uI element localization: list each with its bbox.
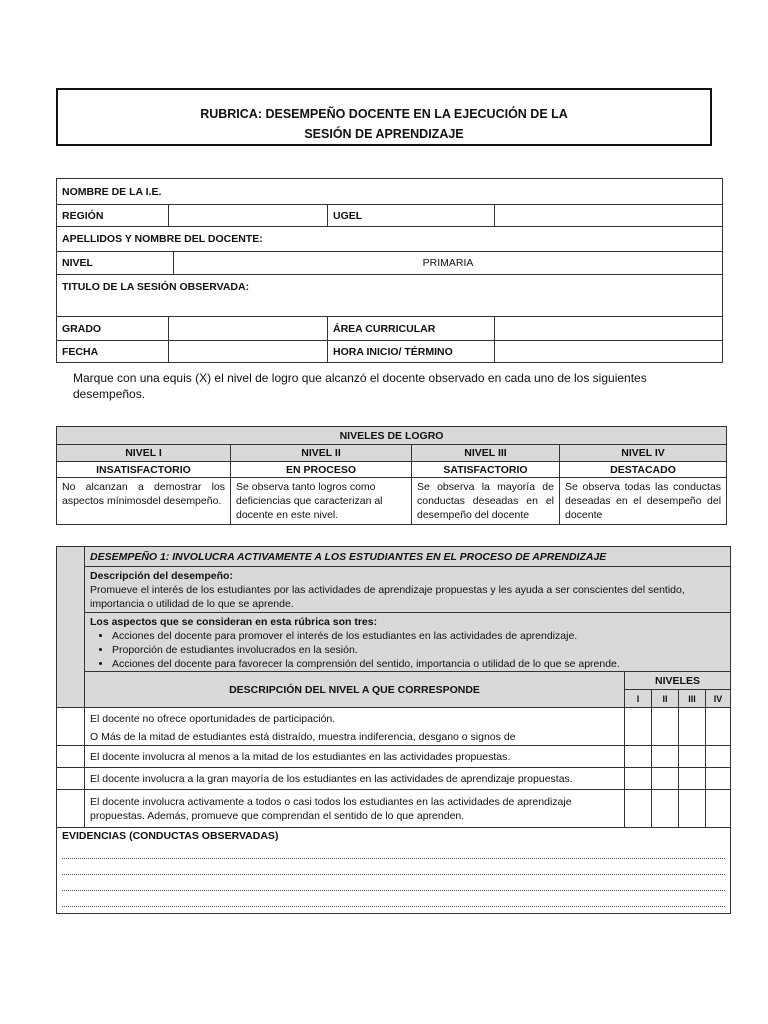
check-cell[interactable] bbox=[625, 768, 652, 790]
check-cell[interactable] bbox=[625, 708, 652, 746]
document-title bbox=[56, 88, 712, 146]
levels-header: NIVELES DE LOGRO bbox=[57, 427, 727, 445]
level-description: Se observa todas las conductas deseadas en el desempeño del docente bbox=[560, 478, 727, 525]
fecha-field[interactable] bbox=[169, 341, 328, 363]
check-cell[interactable] bbox=[679, 790, 706, 828]
check-cell[interactable] bbox=[706, 790, 731, 828]
check-cell[interactable] bbox=[706, 746, 731, 768]
description-label: Descripción del desempeño: bbox=[90, 570, 233, 582]
check-cell[interactable] bbox=[652, 790, 679, 828]
identification-table bbox=[56, 178, 723, 363]
hora-field[interactable] bbox=[495, 341, 723, 363]
evidence-line[interactable] bbox=[62, 843, 725, 859]
evidence-section bbox=[57, 828, 731, 914]
level-name: NIVEL III bbox=[412, 445, 560, 462]
evidence-line[interactable] bbox=[62, 891, 725, 907]
rubric-row-level-3: El docente involucra a la gran mayoría de los estudiantes en las actividades de aprendizaje propuestas. bbox=[85, 768, 625, 790]
grado-label: GRADO bbox=[57, 317, 169, 341]
niveles-header: NIVELES bbox=[625, 672, 731, 690]
aspects-section bbox=[85, 613, 731, 672]
ugel-label: UGEL bbox=[328, 205, 495, 227]
aspect-item: • Acciones del docente para promover el interés de los estudiantes en las actividades de aprendizaje. bbox=[112, 629, 725, 643]
nivel-value: PRIMARIA bbox=[174, 252, 723, 275]
level-description: Se observa tanto logros como deficiencias que caracterizan al docente en este nivel. bbox=[231, 478, 412, 525]
rubric-table bbox=[56, 546, 731, 914]
check-cell[interactable] bbox=[652, 768, 679, 790]
evidence-label: EVIDENCIAS (CONDUCTAS OBSERVADAS) bbox=[62, 830, 279, 842]
evidence-line[interactable] bbox=[62, 875, 725, 891]
hora-label: HORA INICIO/ TÉRMINO bbox=[328, 341, 495, 363]
rubric-row-marker bbox=[57, 708, 85, 746]
area-curricular-label: ÁREA CURRICULAR bbox=[328, 317, 495, 341]
check-cell[interactable] bbox=[679, 708, 706, 746]
area-curricular-field[interactable] bbox=[495, 317, 723, 341]
levels-table bbox=[56, 426, 727, 525]
ugel-field[interactable] bbox=[495, 205, 723, 227]
check-cell[interactable] bbox=[706, 768, 731, 790]
titulo-sesion-label: TITULO DE LA SESIÓN OBSERVADA: bbox=[57, 275, 723, 317]
description-text: Promueve el interés de los estudiantes por las actividades de aprendizaje propuestas y les ayuda a ser conscientes del sentido, importancia o utilidad de lo que se aprende. bbox=[90, 584, 685, 610]
level-label: DESTACADO bbox=[560, 462, 727, 478]
nombre-ie-label: NOMBRE DE LA I.E. bbox=[57, 179, 723, 205]
roman-numeral: I bbox=[625, 690, 652, 708]
nivel-label: NIVEL bbox=[57, 252, 174, 275]
check-cell[interactable] bbox=[625, 790, 652, 828]
level-name: NIVEL I bbox=[57, 445, 231, 462]
performance-description bbox=[85, 567, 731, 613]
roman-numeral: II bbox=[652, 690, 679, 708]
title-line-1: RUBRICA: DESEMPEÑO DOCENTE EN LA EJECUCIÓN DE LA bbox=[200, 107, 568, 121]
level-label: SATISFACTORIO bbox=[412, 462, 560, 478]
region-field[interactable] bbox=[169, 205, 328, 227]
rubric-side-column bbox=[57, 547, 85, 708]
check-cell[interactable] bbox=[679, 768, 706, 790]
level-name: NIVEL IV bbox=[560, 445, 727, 462]
row-text: El docente no ofrece oportunidades de participación. bbox=[90, 712, 336, 725]
rubric-row-marker bbox=[57, 790, 85, 828]
rubric-title: DESEMPEÑO 1: INVOLUCRA ACTIVAMENTE A LOS ESTUDIANTES EN EL PROCESO DE APRENDIZAJE bbox=[85, 547, 731, 567]
docente-label: APELLIDOS Y NOMBRE DEL DOCENTE: bbox=[57, 227, 723, 252]
grado-field[interactable] bbox=[169, 317, 328, 341]
roman-numeral: IV bbox=[706, 690, 731, 708]
title-line-2: SESIÓN DE APRENDIZAJE bbox=[304, 127, 464, 141]
rubric-row-marker bbox=[57, 768, 85, 790]
level-description: Se observa la mayoría de conductas deseadas en el desempeño del docente bbox=[412, 478, 560, 525]
evidence-line[interactable] bbox=[62, 859, 725, 875]
level-label: EN PROCESO bbox=[231, 462, 412, 478]
level-label: INSATISFACTORIO bbox=[57, 462, 231, 478]
aspect-item: • Acciones del docente para favorecer la comprensión del sentido, importancia o utilidad de lo que se aprende. bbox=[112, 657, 725, 671]
level-name: NIVEL II bbox=[231, 445, 412, 462]
aspects-label: Los aspectos que se consideran en esta rúbrica son tres: bbox=[90, 616, 378, 628]
roman-numeral: III bbox=[679, 690, 706, 708]
check-cell[interactable] bbox=[652, 708, 679, 746]
fecha-label: FECHA bbox=[57, 341, 169, 363]
instructions-text: Marque con una equis (X) el nivel de logro que alcanzó el docente observado en cada uno de los siguientes desempeños. bbox=[73, 371, 647, 401]
level-description-header: DESCRIPCIÓN DEL NIVEL A QUE CORRESPONDE bbox=[85, 672, 625, 708]
check-cell[interactable] bbox=[625, 746, 652, 768]
rubric-row-marker bbox=[57, 746, 85, 768]
rubric-row-level-1 bbox=[85, 708, 625, 746]
row-text: O Más de la mitad de estudiantes está distraído, muestra indiferencia, desgano o signos de bbox=[90, 730, 516, 743]
rubric-row-level-2: El docente involucra al menos a la mitad de los estudiantes en las actividades propuestas. bbox=[85, 746, 625, 768]
level-description: No alcanzan a demostrar los aspectos mínimosdel desempeño. bbox=[57, 478, 231, 525]
check-cell[interactable] bbox=[652, 746, 679, 768]
aspects-list bbox=[90, 629, 725, 671]
rubric-row-level-4: El docente involucra activamente a todos o casi todos los estudiantes en las actividades de aprendizaje propuestas. Además, promueve que comprendan el sentido de lo que aprenden. bbox=[85, 790, 625, 828]
region-label: REGIÓN bbox=[57, 205, 169, 227]
check-cell[interactable] bbox=[679, 746, 706, 768]
check-cell[interactable] bbox=[706, 708, 731, 746]
aspect-item: • Proporción de estudiantes involucrados en la sesión. bbox=[112, 643, 725, 657]
